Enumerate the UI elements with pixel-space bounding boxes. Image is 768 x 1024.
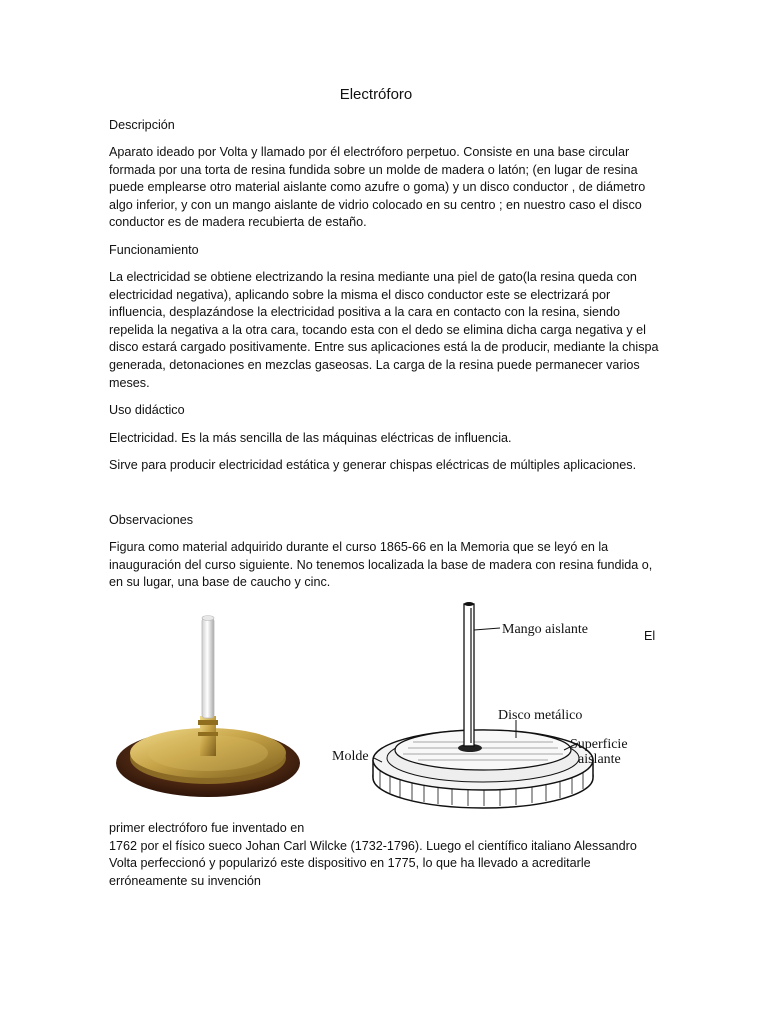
heading-funcionamiento: Funcionamiento [109,243,199,257]
page-title: Electróforo [339,86,413,103]
trailing-word-el: El [644,629,656,643]
label-mango-aislante: Mango aislante [502,622,588,637]
paragraph-descripcion: Aparato ideado por Volta y llamado por él electróforo perpetuo. Consiste en una base circular formada por una torta de resina fundida sobre un molde de madera o latón; (en lugar de resina puede emplearse otro material aislante como azufre o goma) y un disco conductor , de diámetro algo inferior, y con un mango aislante de vidrio colocado en su centro ; en nuestro caso el disco conductor es de madera recubierta de estaño. [109,145,646,230]
heading-observaciones: Observaciones [109,513,193,527]
heading-uso-didactico: Uso didáctico [109,403,185,417]
label-superficie: Superficie [570,737,628,752]
history-line-1: primer electróforo fue inventado en [109,821,305,835]
diagram-base [373,730,593,808]
label-molde: Molde [332,749,369,764]
paragraph-history [109,820,661,890]
paragraph-funcionamiento: La electricidad se obtiene electrizando la resina mediante una piel de gato(la resina queda con electricidad negativa), aplicando sobre la misma el disco conductor este se electrizará por influencia, desplazándose la electricidad positiva a la cara en contacto con la resina, siendo repelida la negativa a la otra cara, tocando esta con el dedo se elimina dicha carga negativa y el disco estará cargado positivamente. Entre sus aplicaciones está la de producir, mediante la chispa generada, detonaciones en mezclas gaseosas. La carga de la resina puede permanecer varios meses. [109,270,659,390]
heading-descripcion: Descripción [109,118,175,132]
electrophorus-photo [108,608,304,808]
electrophorus-diagram [328,598,640,820]
paragraph-uso-1: Electricidad. Es la más sencilla de las máquinas eléctricas de influencia. [109,431,512,445]
label-disco-metalico: Disco metálico [498,708,583,723]
history-line-2: 1762 por el físico sueco Johan Carl Wilcke (1732-1796). Luego el científico italiano Alessandro Volta perfeccionó y popularizó este dispositivo en 1775, lo que ha llevado a acreditarle erróneamente su invención [109,838,637,888]
label-aislante: aislante [578,752,621,767]
paragraph-observaciones: Figura como material adquirido durante el curso 1865-66 en la Memoria que se leyó en la inauguración del curso siguiente. No tenemos localizada la base de madera con resina fundida o, en su lugar, una base de caucho y cinc. [109,540,653,590]
paragraph-uso-2: Sirve para producir electricidad estática y generar chispas eléctricas de múltiples aplicaciones. [109,458,637,472]
